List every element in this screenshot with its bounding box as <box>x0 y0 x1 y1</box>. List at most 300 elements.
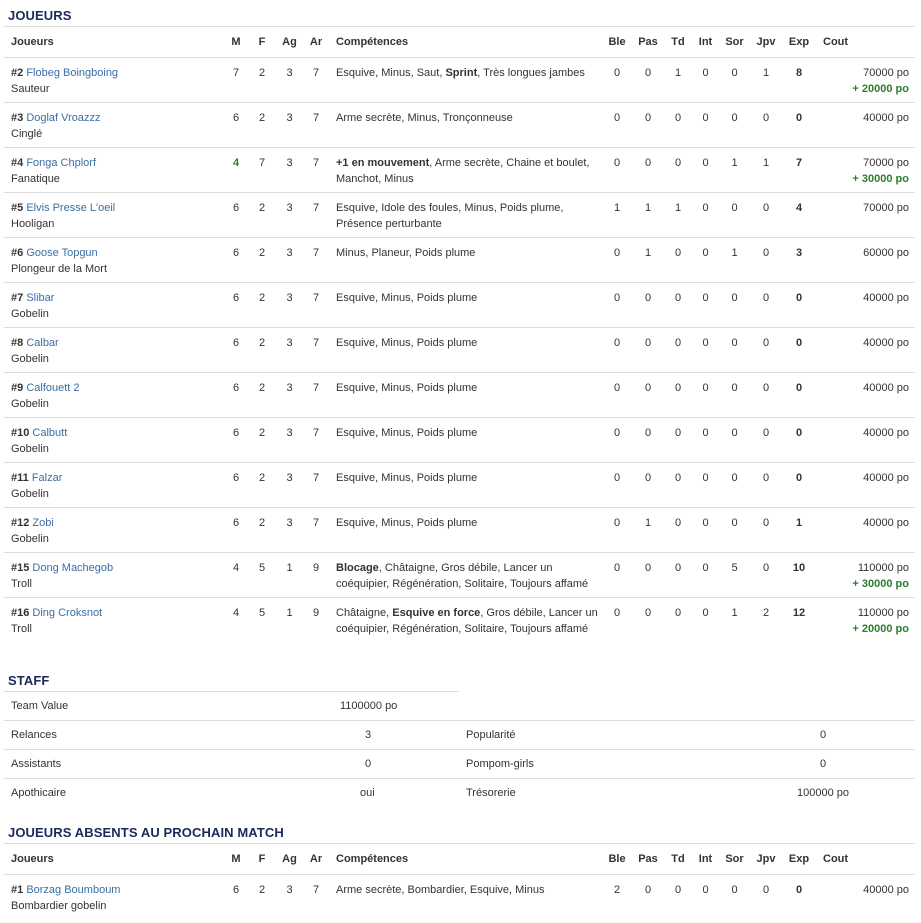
stat-int: 0 <box>702 884 709 896</box>
stat-ble: 0 <box>613 382 621 394</box>
player-row <box>4 875 915 920</box>
player-row <box>4 238 915 283</box>
absents-table <box>4 843 915 920</box>
stat-ble: 0 <box>613 247 621 259</box>
stat-td: 0 <box>674 562 682 574</box>
stat-td: 0 <box>674 112 682 124</box>
skills-cell <box>329 373 602 418</box>
stat-pas: 0 <box>644 607 652 619</box>
col-header: M <box>231 853 241 865</box>
stat-ble: 0 <box>613 427 621 439</box>
stat-pas: 0 <box>644 382 652 394</box>
skills-cell <box>329 148 602 193</box>
player-cell <box>4 463 224 508</box>
col-header: F <box>258 36 266 48</box>
col-header: Td <box>671 853 685 865</box>
relances-value: 3 <box>365 729 372 741</box>
stat-ag: 3 <box>286 292 293 304</box>
skill-text: , Arme secrète, Chaine et boulet, Manchot, Minus <box>336 157 590 185</box>
player-cell <box>4 238 224 283</box>
player-number: #1 <box>11 884 24 896</box>
skills-cell <box>329 238 602 283</box>
pompom-value: 0 <box>820 758 827 770</box>
player-name-link[interactable]: Ding Croksnot <box>32 607 103 619</box>
stat-m: 4 <box>232 607 240 619</box>
skill-text: Esquive, Minus, Poids plume <box>336 517 478 529</box>
player-name-link[interactable]: Calbar <box>26 337 59 349</box>
stat-sor: 0 <box>731 112 738 124</box>
skills-cell <box>329 598 602 663</box>
stat-jpv: 1 <box>762 67 770 79</box>
popularite-label: Popularité <box>466 729 516 741</box>
stat-sor: 0 <box>731 292 738 304</box>
col-header: Compétences <box>336 36 409 48</box>
stat-sor: 0 <box>731 67 738 79</box>
player-cell <box>4 328 224 373</box>
player-number: #5 <box>11 202 24 214</box>
stat-ble: 2 <box>613 884 621 896</box>
skills-cell <box>329 418 602 463</box>
player-name-link[interactable]: Flobeg Boingboing <box>26 67 119 79</box>
player-row <box>4 598 915 663</box>
stat-ag: 1 <box>286 607 293 619</box>
player-name-link[interactable]: Doglaf Vroazzz <box>26 112 101 124</box>
team-value-label: Team Value <box>11 700 69 712</box>
player-cost: 40000 po <box>863 112 909 124</box>
col-header: Td <box>671 36 685 48</box>
stat-jpv: 0 <box>762 472 770 484</box>
player-cell <box>4 103 224 148</box>
player-row <box>4 328 915 373</box>
stat-ag: 3 <box>286 472 293 484</box>
stat-exp: 0 <box>795 427 803 439</box>
cost-cell <box>816 373 915 418</box>
col-header: Int <box>698 853 713 865</box>
players-header-row <box>4 27 915 58</box>
col-header: Ag <box>282 36 297 48</box>
stat-int: 0 <box>702 67 709 79</box>
stat-td: 0 <box>674 157 682 169</box>
stat-sor: 0 <box>731 884 738 896</box>
stat-pas: 0 <box>644 67 652 79</box>
stat-td: 1 <box>674 67 682 79</box>
stat-jpv: 0 <box>762 562 770 574</box>
col-header: Joueurs <box>11 36 54 48</box>
stat-f: 5 <box>258 607 266 619</box>
player-row <box>4 418 915 463</box>
stat-jpv: 1 <box>762 157 770 169</box>
player-name-link[interactable]: Borzag Boumboum <box>26 884 121 896</box>
stat-int: 0 <box>702 472 709 484</box>
stat-ag: 1 <box>286 562 293 574</box>
player-cost: 70000 po <box>863 202 909 214</box>
section-title-staff: STAFF <box>8 673 50 688</box>
player-cell <box>4 418 224 463</box>
stat-ag: 3 <box>286 427 293 439</box>
player-cost: 40000 po <box>863 884 909 896</box>
stat-m: 6 <box>232 517 240 529</box>
stat-ar: 7 <box>312 292 320 304</box>
stat-ble: 0 <box>613 607 621 619</box>
player-number: #11 <box>11 472 29 484</box>
stat-exp: 0 <box>795 884 803 896</box>
stat-jpv: 0 <box>762 517 770 529</box>
stat-jpv: 0 <box>762 247 770 259</box>
col-header: Exp <box>788 36 810 48</box>
player-number: #12 <box>11 517 30 529</box>
player-name-link[interactable]: Falzar <box>31 472 63 484</box>
stat-ble: 0 <box>613 157 621 169</box>
cost-cell <box>816 553 915 598</box>
stat-ble: 1 <box>613 202 621 214</box>
stat-m: 6 <box>232 382 240 394</box>
stat-ar: 7 <box>312 472 320 484</box>
cost-cell <box>816 875 915 920</box>
stat-f: 2 <box>258 112 266 124</box>
skills-cell <box>329 58 602 103</box>
stat-td: 0 <box>674 382 682 394</box>
stat-int: 0 <box>702 292 709 304</box>
stat-ar: 7 <box>312 112 320 124</box>
assistants-value: 0 <box>365 758 372 770</box>
stat-ag: 3 <box>286 247 293 259</box>
player-cost: 40000 po <box>863 472 909 484</box>
stat-jpv: 0 <box>762 112 770 124</box>
stat-ar: 7 <box>312 382 320 394</box>
player-number: #8 <box>11 337 24 349</box>
stat-ble: 0 <box>613 67 621 79</box>
stat-m: 4 <box>232 157 240 169</box>
skill-text: Esquive, Idole des foules, Minus, Poids plume, Présence perturbante <box>336 202 564 230</box>
col-header: Joueurs <box>11 853 54 865</box>
cost-cell <box>816 508 915 553</box>
stat-td: 0 <box>674 292 682 304</box>
tresorerie-label: Trésorerie <box>466 787 516 799</box>
col-header: M <box>231 36 241 48</box>
assistants-label: Assistants <box>11 758 62 770</box>
player-name-link[interactable]: Goose Topgun <box>26 247 98 259</box>
stat-sor: 5 <box>731 562 738 574</box>
skill-text: Blocage <box>336 562 379 574</box>
cost-cell <box>816 463 915 508</box>
cost-cell <box>816 58 915 103</box>
stat-exp: 7 <box>795 157 803 169</box>
player-number: #15 <box>11 562 30 574</box>
col-header: Compétences <box>336 853 409 865</box>
player-position: Gobelin <box>11 443 49 455</box>
player-position: Plongeur de la Mort <box>11 263 107 275</box>
stat-m: 6 <box>232 337 240 349</box>
stat-ag: 3 <box>286 202 293 214</box>
player-row <box>4 508 915 553</box>
cost-cell <box>816 598 915 663</box>
player-position: Troll <box>11 578 32 590</box>
stat-exp: 0 <box>795 382 803 394</box>
player-row <box>4 58 915 103</box>
stat-pas: 0 <box>644 562 652 574</box>
stat-exp: 4 <box>795 202 803 214</box>
stat-ag: 3 <box>286 337 293 349</box>
col-header: Ble <box>608 36 626 48</box>
stat-exp: 0 <box>795 472 803 484</box>
skill-text: Esquive, Minus, Poids plume <box>336 427 478 439</box>
stat-ar: 7 <box>312 202 320 214</box>
stat-jpv: 0 <box>762 292 770 304</box>
skills-cell <box>329 553 602 598</box>
stat-int: 0 <box>702 562 709 574</box>
player-cell <box>4 58 224 103</box>
player-cost: 110000 po <box>857 562 909 574</box>
stat-sor: 0 <box>731 382 738 394</box>
stat-m: 6 <box>232 202 240 214</box>
stat-ar: 7 <box>312 337 320 349</box>
stat-ble: 0 <box>613 337 621 349</box>
player-cell <box>4 508 224 553</box>
player-row <box>4 373 915 418</box>
tresorerie-value: 100000 po <box>797 787 849 799</box>
stat-td: 0 <box>674 884 682 896</box>
skill-text: Châtaigne, <box>336 607 393 619</box>
relances-label: Relances <box>11 729 57 741</box>
stat-pas: 0 <box>644 884 652 896</box>
player-name-link[interactable]: Elvis Presse L'oeil <box>26 202 116 214</box>
stat-ar: 7 <box>312 427 320 439</box>
player-cost-bonus: + 20000 po <box>852 83 909 95</box>
col-header: Cout <box>823 853 849 865</box>
popularite-value: 0 <box>820 729 827 741</box>
stat-jpv: 0 <box>762 382 770 394</box>
player-name-link[interactable]: Calfouett 2 <box>26 382 80 394</box>
player-number: #10 <box>11 427 30 439</box>
stat-f: 5 <box>258 562 266 574</box>
player-name-link[interactable]: Calbutt <box>32 427 68 439</box>
cost-cell <box>816 148 915 193</box>
skill-text: Esquive, Minus, Saut, <box>336 67 446 79</box>
stat-f: 2 <box>258 67 266 79</box>
skills-cell <box>329 875 602 920</box>
player-number: #6 <box>11 247 24 259</box>
stat-pas: 0 <box>644 472 652 484</box>
player-cost: 70000 po <box>863 157 909 169</box>
stat-pas: 1 <box>644 247 652 259</box>
col-header: Sor <box>725 853 744 865</box>
stat-pas: 1 <box>644 517 652 529</box>
col-header: Cout <box>823 36 849 48</box>
stat-exp: 12 <box>792 607 806 619</box>
stat-td: 0 <box>674 427 682 439</box>
skills-cell <box>329 328 602 373</box>
player-position: Cinglé <box>11 128 43 140</box>
stat-f: 2 <box>258 247 266 259</box>
stat-ar: 9 <box>312 562 320 574</box>
col-header: Jpv <box>756 853 776 865</box>
skills-cell <box>329 283 602 328</box>
cost-cell <box>816 418 915 463</box>
stat-ar: 7 <box>312 247 320 259</box>
stat-ble: 0 <box>613 517 621 529</box>
stat-f: 2 <box>258 427 266 439</box>
player-number: #3 <box>11 112 24 124</box>
stat-f: 2 <box>258 337 266 349</box>
col-header: Ag <box>282 853 297 865</box>
player-row <box>4 283 915 328</box>
player-cost: 40000 po <box>863 337 909 349</box>
stat-m: 4 <box>232 562 240 574</box>
stat-int: 0 <box>702 382 709 394</box>
stat-td: 0 <box>674 337 682 349</box>
player-name-link[interactable]: Dong Machegob <box>32 562 114 574</box>
stat-sor: 1 <box>731 607 738 619</box>
stat-exp: 0 <box>795 337 803 349</box>
stat-pas: 0 <box>644 112 652 124</box>
col-header: Int <box>698 36 713 48</box>
stat-m: 6 <box>232 247 240 259</box>
stat-ble: 0 <box>613 292 621 304</box>
skill-text: , Châtaigne, Gros débile, Lancer un coéquipier, Régénération, Solitaire, Toujours affamé <box>336 562 589 590</box>
player-number: #9 <box>11 382 24 394</box>
stat-sor: 1 <box>731 247 738 259</box>
team-value: 1100000 po <box>340 700 398 712</box>
stat-sor: 0 <box>731 517 738 529</box>
player-row <box>4 148 915 193</box>
stat-m: 6 <box>232 292 240 304</box>
players-table <box>4 26 915 663</box>
player-cost: 40000 po <box>863 292 909 304</box>
stat-f: 2 <box>258 472 266 484</box>
skills-cell <box>329 463 602 508</box>
stat-jpv: 0 <box>762 884 770 896</box>
skill-text: , Gros débile, Lancer un coéquipier, Régénération, Solitaire, Toujours affamé <box>336 607 598 635</box>
stat-sor: 0 <box>731 202 738 214</box>
player-cell <box>4 553 224 598</box>
col-header: Pas <box>638 853 658 865</box>
stat-m: 6 <box>232 112 240 124</box>
player-position: Gobelin <box>11 533 49 545</box>
stat-jpv: 0 <box>762 337 770 349</box>
stat-int: 0 <box>702 427 709 439</box>
stat-ag: 3 <box>286 382 293 394</box>
player-position: Fanatique <box>11 173 60 185</box>
player-number: #7 <box>11 292 24 304</box>
player-position: Bombardier gobelin <box>11 900 107 912</box>
player-cell <box>4 875 224 920</box>
absents-header-row <box>4 844 915 875</box>
col-header: Ar <box>309 853 323 865</box>
apothicaire-value: oui <box>360 787 375 799</box>
player-cost: 70000 po <box>863 67 909 79</box>
stat-m: 6 <box>232 472 240 484</box>
player-cost: 60000 po <box>863 247 909 259</box>
stat-ble: 0 <box>613 112 621 124</box>
player-position: Troll <box>11 623 32 635</box>
skill-text: Esquive, Minus, Poids plume <box>336 292 478 304</box>
player-cost-bonus: + 20000 po <box>852 623 909 635</box>
stat-ag: 3 <box>286 112 293 124</box>
player-number: #4 <box>11 157 24 169</box>
stat-pas: 0 <box>644 337 652 349</box>
player-cell <box>4 373 224 418</box>
stat-int: 0 <box>702 112 709 124</box>
stat-ble: 0 <box>613 472 621 484</box>
stat-f: 2 <box>258 202 266 214</box>
stat-ar: 7 <box>312 157 320 169</box>
skill-text: Arme secrète, Minus, Tronçonneuse <box>336 112 513 124</box>
cost-cell <box>816 283 915 328</box>
section-title-absents: JOUEURS ABSENTS AU PROCHAIN MATCH <box>8 825 284 840</box>
stat-ar: 7 <box>312 517 320 529</box>
player-position: Hooligan <box>11 218 55 230</box>
player-name-link[interactable]: Fonga Chplorf <box>26 157 97 169</box>
stat-td: 1 <box>674 202 682 214</box>
stat-m: 6 <box>232 884 240 896</box>
skill-text: Esquive, Minus, Poids plume <box>336 337 478 349</box>
stat-exp: 8 <box>795 67 803 79</box>
stat-jpv: 2 <box>762 607 770 619</box>
stat-td: 0 <box>674 472 682 484</box>
stat-td: 0 <box>674 247 682 259</box>
stat-f: 2 <box>258 292 266 304</box>
pompom-label: Pompom-girls <box>466 758 534 770</box>
player-name-link[interactable]: Slibar <box>26 292 55 304</box>
player-cost: 40000 po <box>863 427 909 439</box>
player-cell <box>4 148 224 193</box>
skills-cell <box>329 193 602 238</box>
player-position: Gobelin <box>11 353 49 365</box>
player-position: Gobelin <box>11 488 49 500</box>
col-header: Jpv <box>756 36 776 48</box>
skill-text: Minus, Planeur, Poids plume <box>336 247 476 259</box>
stat-pas: 1 <box>644 202 652 214</box>
player-name-link[interactable]: Zobi <box>32 517 54 529</box>
skill-text: Sprint <box>445 67 478 79</box>
skills-cell <box>329 103 602 148</box>
stat-exp: 3 <box>795 247 803 259</box>
player-cell <box>4 598 224 663</box>
skill-text: Esquive, Minus, Poids plume <box>336 472 478 484</box>
player-number: #16 <box>11 607 30 619</box>
stat-m: 6 <box>232 427 240 439</box>
player-cost-bonus: + 30000 po <box>852 578 909 590</box>
player-number: #2 <box>11 67 24 79</box>
stat-jpv: 0 <box>762 202 770 214</box>
player-position: Gobelin <box>11 398 49 410</box>
stat-exp: 10 <box>792 562 806 574</box>
section-title-joueurs: JOUEURS <box>8 8 72 23</box>
stat-ag: 3 <box>286 884 293 896</box>
stat-int: 0 <box>702 157 709 169</box>
col-header: Sor <box>725 36 744 48</box>
skill-text: +1 en mouvement <box>336 157 430 169</box>
player-position: Gobelin <box>11 308 49 320</box>
stat-f: 7 <box>258 157 266 169</box>
stat-f: 2 <box>258 884 266 896</box>
stat-sor: 0 <box>731 427 738 439</box>
cost-cell <box>816 103 915 148</box>
skill-text: Esquive, Minus, Poids plume <box>336 382 478 394</box>
apothicaire-label: Apothicaire <box>11 787 67 799</box>
player-row <box>4 463 915 508</box>
stat-int: 0 <box>702 247 709 259</box>
stat-ar: 7 <box>312 67 320 79</box>
skill-text: Arme secrète, Bombardier, Esquive, Minus <box>336 884 545 896</box>
col-header: Pas <box>638 36 658 48</box>
stat-int: 0 <box>702 202 709 214</box>
stat-ag: 3 <box>286 157 293 169</box>
stat-td: 0 <box>674 607 682 619</box>
player-cost: 110000 po <box>857 607 909 619</box>
cost-cell <box>816 193 915 238</box>
skill-text: , Très longues jambes <box>477 67 585 79</box>
